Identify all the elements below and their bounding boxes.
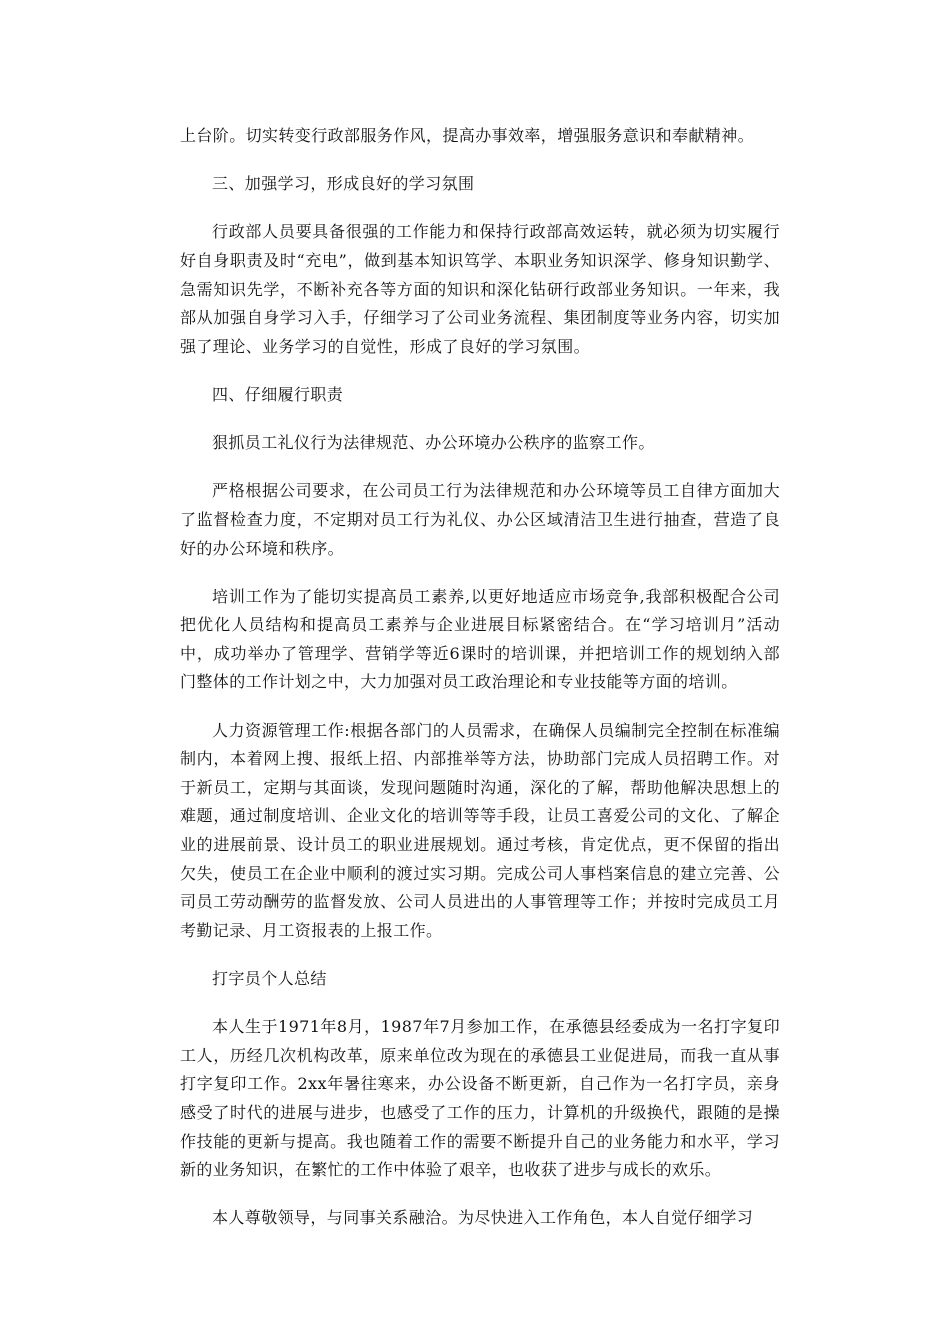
- section-heading-typist: 打字员个人总结: [212, 969, 327, 988]
- section-heading-duties: 四、仔细履行职责: [212, 384, 344, 404]
- paragraph-supervision: 严格根据公司要求，在公司员工行为法律规范和办公环境等员工自律方面加大了监督检查力度，不定期对员工行为礼仪、办公区域清洁卫生进行抽查，营造了良好的办公环境和秩序。: [180, 481, 780, 558]
- paragraph-hr: 人力资源管理工作:根据各部门的人员需求，在确保人员编制完全控制在标准编制内，本着网上搜、报纸上招、内部推举等方法，协助部门完成人员招聘工作。对于新员工，定期与其面谈，发现问题随时沟通，深化的了解，帮助他解决思想上的难题，通过制度培训、企业文化的培训等等手段，让员工喜爱公司的文化、了解企业的进展前景、设计员工的职业进展规划。通过考核，肯定优点，更不保留的指出欠失，使员工在企业中顺利的渡过实习期。完成公司人事档案信息的建立完善、公司员工劳动酬劳的监督发放、公司人员进出的人事管理等工作；并按时完成员工月考勤记录、月工资报表的上报工作。: [180, 720, 780, 940]
- document-page: [180, 122, 780, 1253]
- paragraph-study: 行政部人员要具备很强的工作能力和保持行政部高效运转，就必须为切实履行好自身职责及时“充电”，做到基本知识笃学、本职业务知识深学、修身知识勤学、急需知识先学，不断补充各等方面的知识和深化钻研行政部业务知识。一年来，我部从加强自身学习入手，仔细学习了公司业务流程、集团制度等业务内容，切实加强了理论、业务学习的自觉性，形成了良好的学习氛围。: [180, 222, 780, 356]
- paragraph-training: 培训工作为了能切实提高员工素养,以更好地适应市场竞争,我部积极配合公司把优化人员结构和提高员工素养与企业进展目标紧密结合。在“学习培训月”活动中，成功举办了管理学、营销学等近6课时的培训课，并把培训工作的规划纳入部门整体的工作计划之中，大力加强对员工政治理论和专业技能等方面的培训。: [180, 586, 780, 692]
- paragraph-etiquette: 狠抓员工礼仪行为法律规范、办公环境办公秩序的监察工作。: [212, 433, 655, 453]
- section-heading-study: 三、加强学习，形成良好的学习氛围: [212, 174, 475, 194]
- paragraph-typist-bio: 本人生于1971年8月，1987年7月参加工作，在承德县经委成为一名打字复印工人，历经几次机构改革，原来单位改为现在的承德县工业促进局，而我一直从事打字复印工作。2xx年暑往寒来，办公设备不断更新，自己作为一名打字员，亲身感受了时代的进展与进步，也感受了工作的压力，计算机的升级换代，跟随的是操作技能的更新与提高。我也随着工作的需要不断提升自己的业务能力和水平，学习新的业务知识，在繁忙的工作中体验了艰辛，也收获了进步与成长的欢乐。: [180, 1017, 780, 1180]
- paragraph-typist-attitude: 本人尊敬领导，与同事关系融洽。为尽快进入工作角色，本人自觉仔细学习: [212, 1208, 754, 1228]
- paragraph-continuation: 上台阶。切实转变行政部服务作风，提高办事效率，增强服务意识和奉献精神。: [180, 126, 755, 145]
